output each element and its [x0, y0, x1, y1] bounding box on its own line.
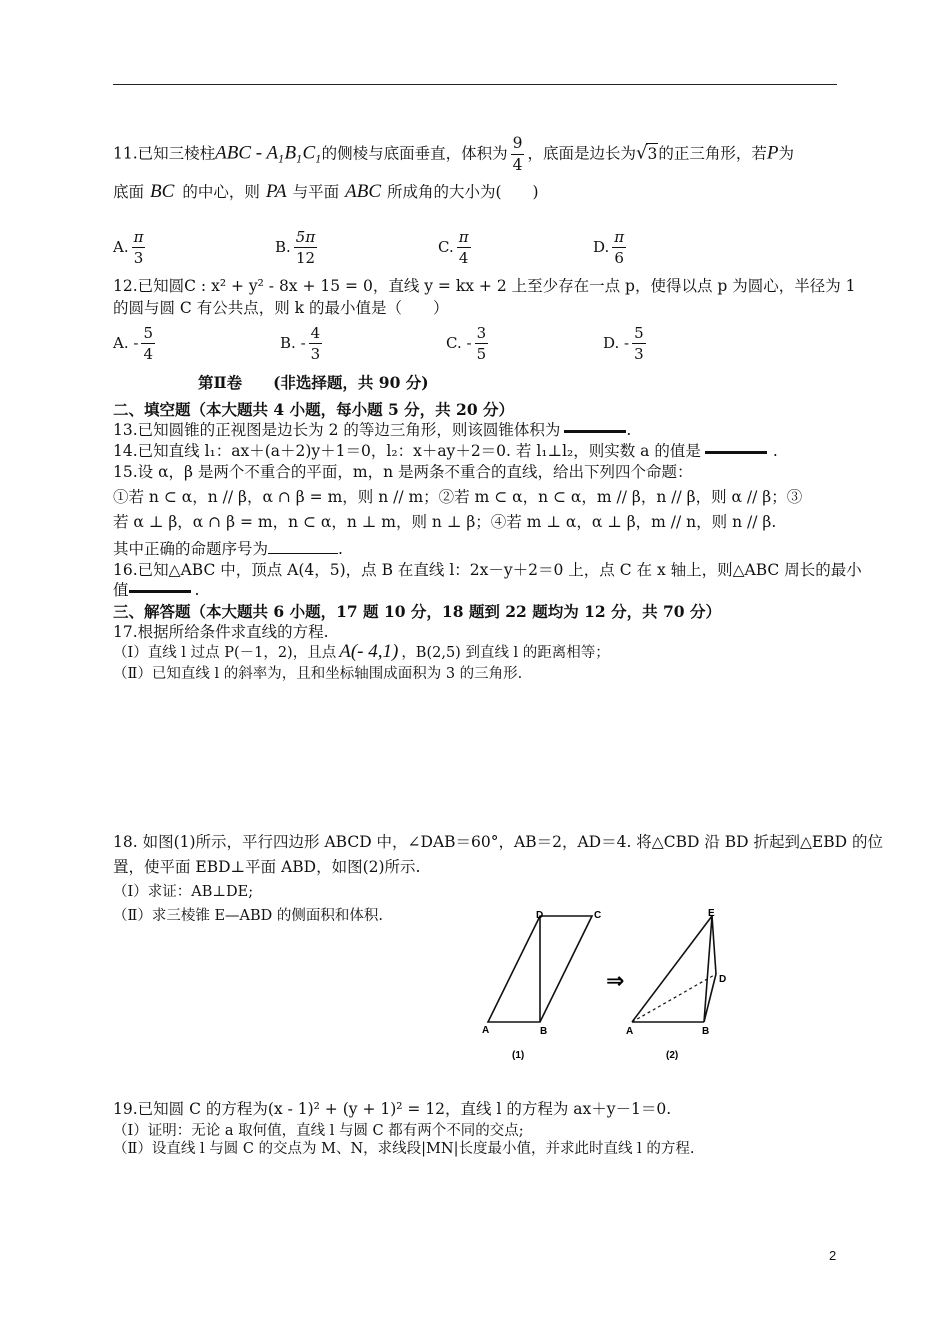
q15-line1: 15.设 α，β 是两个不重合的平面，m，n 是两条不重合的直线，给出下列四个命题： [113, 463, 693, 481]
q18-part2: （Ⅱ）求三棱锥 E—ABD 的侧面积和体积. [113, 908, 384, 924]
header-rule [113, 84, 837, 85]
q18-part1: （Ⅰ）求证：AB⊥DE; [113, 884, 254, 900]
fig2-label-a: A [626, 1026, 634, 1037]
q18-line1: 18. 如图(1)所示，平行四边形 ABCD 中，∠DAB＝60°，AB＝2，AD＝4. 将△CBD 沿 BD 折起到△EBD 的位 [113, 833, 883, 851]
q11-option-a: A. $\frac{\pi}{3}$ [113, 228, 144, 267]
fig2-caption: (2) [666, 1050, 679, 1061]
section2-heading: 二、填空题（本大题共 4 小题，每小题 5 分，共 20 分） [113, 400, 515, 419]
q11-option-c: C. $\frac{\pi}{4}$ [438, 228, 469, 267]
q11-volume-fraction: $\frac{9}{4}$ [512, 134, 523, 174]
q13-text: 13.已知圆锥的正视图是边长为 2 的等边三角形，则该圆锥体积为 . [113, 421, 632, 439]
q12-line1: 12.已知圆C : x² + y² - 8x + 15 = 0，直线 y = kx + 2 上至少存在一点 p，使得以点 p 为圆心，半径为 1 [113, 277, 856, 295]
q12-option-b: B. - $\frac{4}{3}$ [280, 324, 321, 363]
q17-part1: （Ⅰ）直线 l 过点 P(－1，2)，且点 A(- 4,1) ，B(2,5) 到直线 l 的距离相等； [113, 641, 610, 662]
page-number: 2 [829, 1248, 837, 1263]
q19-part2: （Ⅱ）设直线 l 与圆 C 的交点为 M、N，求线段|MN|长度最小值，并求此时直线 l 的方程. [113, 1141, 695, 1157]
q12-option-c: C. - $\frac{3}{5}$ [446, 324, 487, 363]
fig1-caption: (1) [512, 1050, 525, 1061]
q12-line2: 的圆与圆 C 有公共点，则 k 的最小值是（ ） [113, 299, 449, 317]
fold-arrow: ⇒ [606, 969, 625, 994]
figure-2-tetrahedron [626, 908, 726, 1061]
q18-line2: 置，使平面 EBD⊥平面 ABD，如图(2)所示. [113, 858, 421, 876]
q14-text: 14.已知直线 l₁：ax＋(a＋2)y＋1＝0，l₂：x＋ay＋2＝0. 若 l₁⊥l₂，则实数 a 的值是 . [113, 442, 778, 460]
part2-title: 第Ⅱ卷 (非选择题，共 90 分) [198, 373, 429, 392]
q19-line1: 19.已知圆 C 的方程为(x - 1)² + (y + 1)² = 12，直线 l 的方程为 ax＋y－1＝0. [113, 1100, 672, 1118]
q17-part2: （Ⅱ）已知直线 l 的斜率为，且和坐标轴围成面积为 3 的三角形. [113, 666, 523, 682]
q16-line1: 16.已知△ABC 中，顶点 A(4，5)，点 B 在直线 l：2x－y＋2＝0 上，点 C 在 x 轴上，则△ABC 周长的最小 [113, 561, 862, 579]
fig2-label-d: D [719, 974, 727, 985]
q11-option-d: D. $\frac{\pi}{6}$ [593, 228, 625, 267]
q16-line2: 值 . [113, 581, 200, 599]
fig1-label-c: C [594, 910, 602, 921]
q11-line2: 底面 BC 的中心，则 PA 与平面 ABC 所成角的大小为( ) [113, 181, 539, 202]
figure-1-parallelogram [482, 910, 601, 1061]
q15-line3: 若 α ⊥ β，α ∩ β = m，n ⊂ α，n ⊥ m，则 n ⊥ β；④若 m ⊥ α，α ⊥ β，m // n，则 n // β. [113, 513, 777, 531]
q12-option-a: A. - $\frac{5}{4}$ [113, 324, 154, 363]
fig2-label-e: E [708, 908, 715, 919]
q18-figure [480, 908, 740, 1068]
fig2-label-b: B [702, 1026, 710, 1037]
q15-line2: ①若 n ⊂ α，n // β，α ∩ β = m，则 n // m；②若 m ⊂ α，n ⊂ α，m // β，n // β，则 α // β；③ [113, 488, 803, 506]
fig1-label-a: A [482, 1025, 490, 1036]
fig1-label-d: D [536, 910, 544, 921]
q19-part1: （Ⅰ）证明：无论 a 取何值，直线 l 与圆 C 都有两个不同的交点; [113, 1123, 524, 1139]
q17-title: 17.根据所给条件求直线的方程. [113, 623, 329, 641]
q15-line4: 其中正确的命题序号为 . [113, 540, 343, 558]
q11-option-b: B. $\frac{5\pi}{12}$ [275, 228, 316, 267]
q11-line1: 11.已知三棱柱ABC - $A_1B_1C_1$的侧棱与底面垂直，体积为 $\frac{9}{4}$ ，底面是边长为√3的正三角形，若P为 [113, 134, 794, 174]
section3-heading: 三、解答题（本大题共 6 小题，17 题 10 分，18 题到 22 题均为 12 分，共 70 分） [113, 602, 721, 621]
fig1-label-b: B [540, 1026, 548, 1037]
q12-option-d: D. - $\frac{5}{3}$ [603, 324, 644, 363]
